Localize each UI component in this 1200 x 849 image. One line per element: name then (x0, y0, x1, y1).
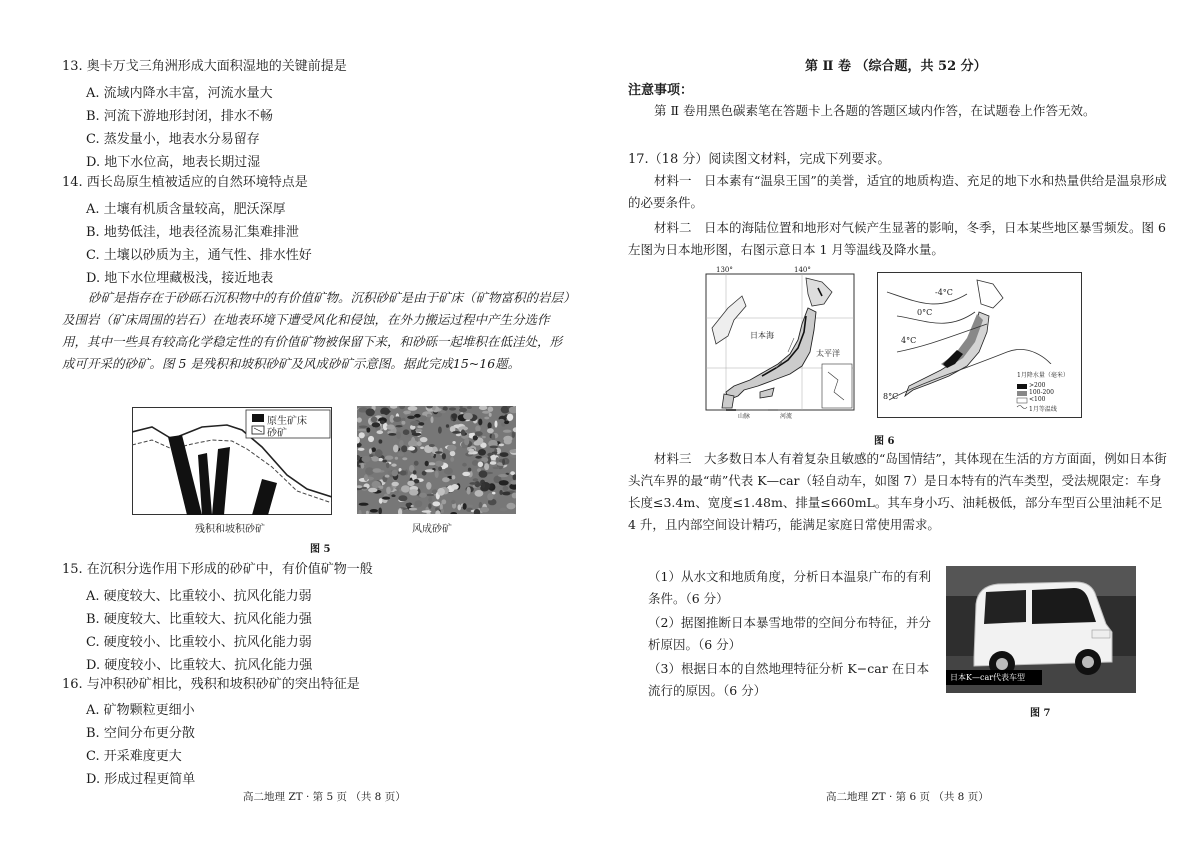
sand-grain (407, 481, 414, 487)
sand-grain (372, 456, 380, 461)
question-16-option-a: A. 矿物颗粒更细小 (86, 703, 195, 718)
figure-6-climate-map (877, 272, 1082, 418)
sand-grain (461, 429, 465, 435)
sand-grain (371, 417, 377, 423)
sand-grain (437, 488, 445, 496)
sand-grain (451, 484, 459, 490)
sand-grain (502, 459, 505, 466)
sand-grain (468, 468, 471, 472)
sand-grain (371, 447, 376, 452)
sand-grain (388, 471, 392, 475)
sand-grain (393, 445, 399, 453)
sand-grain (382, 497, 390, 500)
sand-grain (427, 414, 431, 418)
map-legend-river: 河流 (780, 413, 793, 420)
sand-grain (409, 508, 418, 511)
material-1: 材料一 日本素有“温泉王国”的美誉，适宜的地质构造、充足的地下水和热量供给是温泉形成的必要条件。 (628, 173, 1167, 210)
question-14-option-d: D. 地下水位埋藏极浅，接近地表 (86, 271, 274, 286)
sand-grain (507, 414, 513, 421)
section-title: 第 Ⅱ 卷 （综合题，共 52 分） (805, 59, 987, 74)
sand-grain (469, 449, 475, 453)
sand-grain (431, 453, 434, 456)
sand-grain (418, 422, 424, 426)
notice-title: 注意事项： (628, 83, 694, 98)
sand-grain (379, 498, 383, 504)
sand-grain (394, 491, 398, 495)
sand-grain (362, 456, 371, 463)
question-13-option-b: B. 河流下游地形封闭，排水不畅 (86, 109, 273, 124)
sand-grain (429, 444, 435, 447)
sand-grain (478, 449, 486, 456)
sand-grain (442, 453, 446, 459)
sand-grain (487, 493, 493, 500)
sand-grain (451, 500, 455, 504)
sand-grain (449, 407, 456, 410)
figure-5-residual-diagram (132, 407, 332, 515)
sand-grain (435, 451, 443, 454)
sand-grain (359, 432, 365, 438)
map-lon-140: 140° (794, 266, 811, 274)
sand-grain (399, 406, 405, 409)
sand-grain (375, 449, 383, 457)
sand-grain (380, 420, 385, 424)
kcar-photo-label: 日本K—car代表车型 (950, 673, 1026, 682)
sand-grain (415, 500, 423, 507)
sand-grain (420, 415, 427, 421)
precip-legend-title: 1月降水量（毫米） (1017, 372, 1069, 379)
sand-grain (452, 475, 456, 479)
figure-7-title: 图 7 (1030, 708, 1051, 719)
sand-grain (391, 470, 398, 477)
sand-grain (403, 411, 411, 415)
japan-terrain-map (698, 268, 858, 416)
sand-grain (370, 509, 378, 513)
figure-6-terrain-map (698, 266, 858, 420)
sand-grain (467, 406, 472, 409)
isotherm-0: 0°C (917, 308, 933, 317)
sand-grain (498, 474, 508, 477)
precip-legend-low: <100 (1029, 396, 1046, 403)
sand-grain (438, 466, 442, 471)
sand-grain (366, 511, 369, 514)
subquestion-2: （2）据图推断日本暴雪地带的空间分布特征，并分析原因。（6 分） (648, 615, 931, 652)
question-16-option-c: C. 开采难度更大 (86, 749, 182, 764)
sand-grain (441, 509, 444, 513)
sand-grain (487, 428, 494, 433)
material-3: 材料三 大多数日本人有着复杂且敏感的“岛国情结”，其体现在生活的方方面面，例如日本街头汽车界的最“萌”代表 K—car（轻自动车，如图 7）是日本特有的汽车类型，受法规限定：车身长度≤3.4m、宽度≤1.48m、排量≤660mL。其车身小巧、油耗极低，部分车型百公里油耗不足 4 升，且内部空间设计精巧，能满足家庭日常使用需求。 (628, 451, 1167, 532)
aeolian-sand-texture (357, 406, 516, 514)
sand-grain (400, 470, 407, 475)
sand-grain (463, 413, 473, 420)
sand-grain (359, 426, 368, 429)
sand-grain (478, 462, 483, 467)
sand-grain (441, 499, 446, 504)
material-2: 材料二 日本的海陆位置和地形对气候产生显著的影响，冬季，日本某些地区暴雪频发。图 6 左图为日本地形图，右图示意日本 1 月等温线及降水量。 (628, 220, 1166, 257)
sand-grain (467, 505, 473, 508)
sand-grain (462, 463, 467, 467)
sand-grain (364, 474, 368, 481)
sand-grain (510, 480, 516, 484)
sand-grain (438, 427, 442, 434)
sand-grain (447, 445, 456, 451)
figure-5-aeolian-photo (357, 406, 516, 514)
sand-grain (463, 503, 467, 510)
sand-grain (498, 419, 504, 423)
sand-grain (488, 407, 494, 412)
sand-grain (499, 490, 502, 495)
sand-grain (378, 486, 382, 489)
sand-grain (401, 421, 405, 425)
sand-grain (450, 451, 456, 456)
sand-grain (504, 421, 509, 425)
sand-grain (496, 457, 499, 462)
question-15-option-c: C. 硬度较小、比重较小、抗风化能力弱 (86, 635, 312, 650)
sand-grain (403, 429, 410, 435)
sand-grain (412, 433, 422, 436)
figure-5-title: 图 5 (310, 544, 331, 555)
japan-climate-map (877, 272, 1082, 418)
sand-grain (425, 469, 435, 472)
sand-grain (480, 507, 489, 513)
sand-grain (372, 422, 381, 427)
sand-grain (386, 462, 390, 468)
passage-sand-ore: 砂矿是指存在于砂砾石沉积物中的有价值矿物。沉积砂矿是由于矿床（矿物富积的岩层）及围岩（矿床周围的岩石）在地表环境下遭受风化和侵蚀，在外力搬运过程中产生分选作用，其中一些具有较高化学稳定性的有价值矿物被保留下来，和砂砾一起堆积在低洼处，形成可开采的砂矿。图 5 是残积和坡积砂矿及风成砂矿示意图。据此完成15~16题。 (62, 290, 570, 371)
map-pacific-ocean: 太平洋 (816, 349, 840, 358)
question-13-stem: 13. 奥卡万戈三角洲形成大面积湿地的关键前提是 (62, 59, 347, 74)
precip-legend-mid: 100-200 (1029, 389, 1054, 396)
sand-grain (458, 504, 462, 510)
sand-grain (495, 421, 498, 428)
sand-grain (440, 410, 446, 413)
sand-grain (426, 494, 434, 497)
sand-grain (419, 493, 427, 498)
legend-primary-ore: 原生矿床 (267, 416, 307, 427)
sand-grain (450, 457, 454, 462)
question-13-option-a: A. 流域内降水丰富，河流水量大 (86, 86, 273, 101)
sand-grain (392, 482, 399, 487)
sand-grain (396, 432, 401, 439)
question-13-option-c: C. 蒸发量小，地表水分易留存 (86, 132, 260, 147)
sand-grain (478, 419, 482, 426)
sand-grain (504, 439, 512, 445)
sand-grain (422, 510, 432, 513)
question-17-intro: 17.（18 分）阅读图文材料，完成下列要求。 (628, 152, 891, 167)
isotherm-8: 8°C (883, 392, 899, 401)
right-page (600, 0, 1200, 849)
sand-grain (432, 501, 440, 506)
sand-grain (399, 440, 404, 447)
question-14-option-b: B. 地势低洼，地表径流易汇集难排泄 (86, 225, 299, 240)
question-16-option-b: B. 空间分布更分散 (86, 726, 195, 741)
sand-grain (357, 417, 362, 422)
sand-grain (395, 457, 398, 460)
sand-grain (413, 470, 417, 474)
sand-grain (357, 437, 360, 444)
sand-grain (379, 439, 383, 443)
sand-grain (402, 418, 406, 421)
sand-grain (428, 462, 436, 465)
sand-grain (401, 445, 407, 452)
sand-grain (442, 477, 450, 482)
sand-grain (388, 433, 396, 436)
sand-grain (359, 503, 369, 506)
figure-6-title: 图 6 (874, 436, 895, 447)
sand-grain (473, 478, 479, 481)
figure-5-left-caption: 残积和坡积砂矿 (195, 524, 265, 535)
sand-grain (475, 456, 482, 459)
isotherm-4: 4°C (901, 336, 917, 345)
sand-grain (415, 429, 422, 432)
sand-grain (488, 422, 492, 429)
sand-grain (462, 472, 470, 476)
map-sea-of-japan: 日本海 (750, 331, 774, 340)
sand-grain (446, 424, 449, 428)
sand-grain (382, 410, 391, 413)
sand-grain (507, 503, 516, 510)
sand-grain (386, 487, 391, 494)
sand-grain (373, 468, 382, 473)
question-15-option-d: D. 硬度较小、比重较大、抗风化能力强 (86, 658, 313, 673)
sand-grain (361, 463, 365, 469)
right-page-footer: 高二地理 ZT · 第 6 页 （共 8 页） (826, 791, 989, 803)
map-legend-mountain: 山脉 (738, 413, 751, 420)
sand-grain (469, 482, 476, 485)
sand-grain (452, 441, 455, 444)
figure-5-right-caption: 风成砂矿 (412, 524, 452, 535)
sand-grain (382, 460, 387, 463)
sand-grain (484, 417, 489, 420)
sand-grain (431, 416, 434, 423)
isotherm-legend: 1月等温线 (1029, 406, 1057, 413)
question-14-option-c: C. 土壤以砂质为主，通气性、排水性好 (86, 248, 312, 263)
sand-grain (358, 448, 365, 451)
figure-7-kcar-photo (946, 566, 1136, 693)
sand-grain (491, 434, 495, 441)
sand-grain (499, 480, 509, 485)
sand-grain (407, 416, 415, 419)
sand-grain (493, 467, 500, 470)
sand-grain (475, 431, 483, 436)
sand-grain (369, 448, 372, 454)
question-16-stem: 16. 与冲积砂矿相比，残积和坡积砂矿的突出特征是 (62, 677, 360, 692)
sand-grain (502, 492, 510, 496)
sand-grain (365, 467, 374, 475)
question-14-stem: 14. 西长岛原生植被适应的自然环境特点是 (62, 175, 308, 190)
sand-grain (420, 447, 424, 450)
sand-grain (401, 485, 410, 492)
sand-grain (459, 408, 467, 413)
sand-grain (391, 464, 396, 467)
sand-grain (414, 414, 421, 418)
sand-grain (435, 471, 439, 478)
sand-grain (475, 425, 480, 431)
sand-grain (464, 438, 469, 446)
question-15-option-a: A. 硬度较大、比重较小、抗风化能力弱 (86, 589, 312, 604)
sand-grain (492, 452, 498, 454)
sand-grain (409, 489, 418, 495)
sand-grain (357, 429, 366, 431)
question-15-stem: 15. 在沉积分选作用下形成的砂矿中，有价值矿物一般 (62, 562, 373, 577)
sand-grain (512, 431, 515, 438)
sand-grain (417, 441, 422, 446)
sand-grain (450, 512, 457, 514)
sand-grain (385, 475, 390, 478)
sand-grain (484, 463, 489, 470)
sand-grain (393, 416, 401, 422)
sand-grain (407, 503, 411, 508)
sand-grain (402, 457, 407, 460)
sand-grain (490, 446, 499, 449)
sand-grain (405, 435, 411, 437)
subquestion-3: （3）根据日本的自然地理特征分析 K−car 在日本流行的原因。（6 分） (648, 661, 930, 698)
sand-grain (503, 486, 509, 491)
precip-legend-high: >200 (1029, 382, 1046, 389)
sand-grain (499, 444, 505, 447)
sand-grain (398, 452, 405, 456)
left-page-footer: 高二地理 ZT · 第 5 页 （共 8 页） (243, 791, 406, 803)
isotherm-minus4: -4°C (935, 288, 953, 297)
sand-grain (385, 456, 393, 460)
sand-grain (426, 482, 431, 490)
question-16-option-d: D. 形成过程更简单 (86, 772, 196, 787)
sand-grain (395, 425, 402, 427)
sand-grain (369, 454, 373, 457)
sand-grain (489, 413, 492, 417)
sand-grain (444, 467, 453, 474)
question-13-option-d: D. 地下水位高，地表长期过湿 (86, 155, 261, 170)
sand-grain (435, 461, 443, 467)
sand-grain (425, 461, 429, 466)
sand-grain (473, 435, 478, 440)
sand-grain (378, 508, 382, 515)
legend-placer: 砂矿 (267, 428, 287, 439)
sand-grain (479, 470, 488, 477)
sand-grain (503, 430, 512, 433)
sand-grain (417, 426, 423, 429)
sand-grain (362, 487, 367, 489)
sand-grain (451, 413, 457, 419)
sand-grain (482, 482, 485, 488)
sand-grain (368, 488, 377, 493)
sand-grain (466, 487, 470, 495)
notice-text: 第 Ⅱ 卷用黑色碳素笔在答题卡上各题的答题区域内作答，在试题卷上作答无效。 (654, 103, 1096, 118)
sand-grain (500, 508, 508, 512)
sand-grain (452, 431, 461, 434)
sand-grain (398, 495, 407, 501)
sand-grain (475, 490, 484, 497)
sand-grain (490, 461, 497, 465)
sand-grain (482, 436, 486, 438)
sand-grain (428, 497, 432, 502)
subquestion-1: （1）从水文和地质角度，分析日本温泉广布的有利条件。（6 分） (648, 569, 931, 606)
question-14-option-a: A. 土壤有机质含量较高，肥沃深厚 (86, 202, 286, 217)
map-lon-130: 130° (716, 266, 733, 274)
sand-grain (408, 440, 418, 447)
sand-grain (366, 408, 375, 416)
question-15-option-b: B. 硬度较大、比重较大、抗风化能力强 (86, 612, 312, 627)
sand-grain (392, 439, 396, 442)
sand-grain (366, 427, 370, 432)
sand-grain (472, 460, 479, 466)
sand-grain (420, 437, 428, 442)
sand-grain (500, 452, 509, 457)
sand-grain (510, 471, 515, 475)
sand-grain (358, 510, 361, 514)
sand-grain (368, 436, 374, 442)
sand-grain (414, 461, 419, 466)
sand-grain (428, 503, 431, 509)
sand-grain (386, 424, 394, 429)
sand-grain (479, 406, 487, 410)
sand-grain (408, 406, 418, 411)
sand-grain (377, 430, 384, 434)
sand-grain (390, 406, 397, 409)
